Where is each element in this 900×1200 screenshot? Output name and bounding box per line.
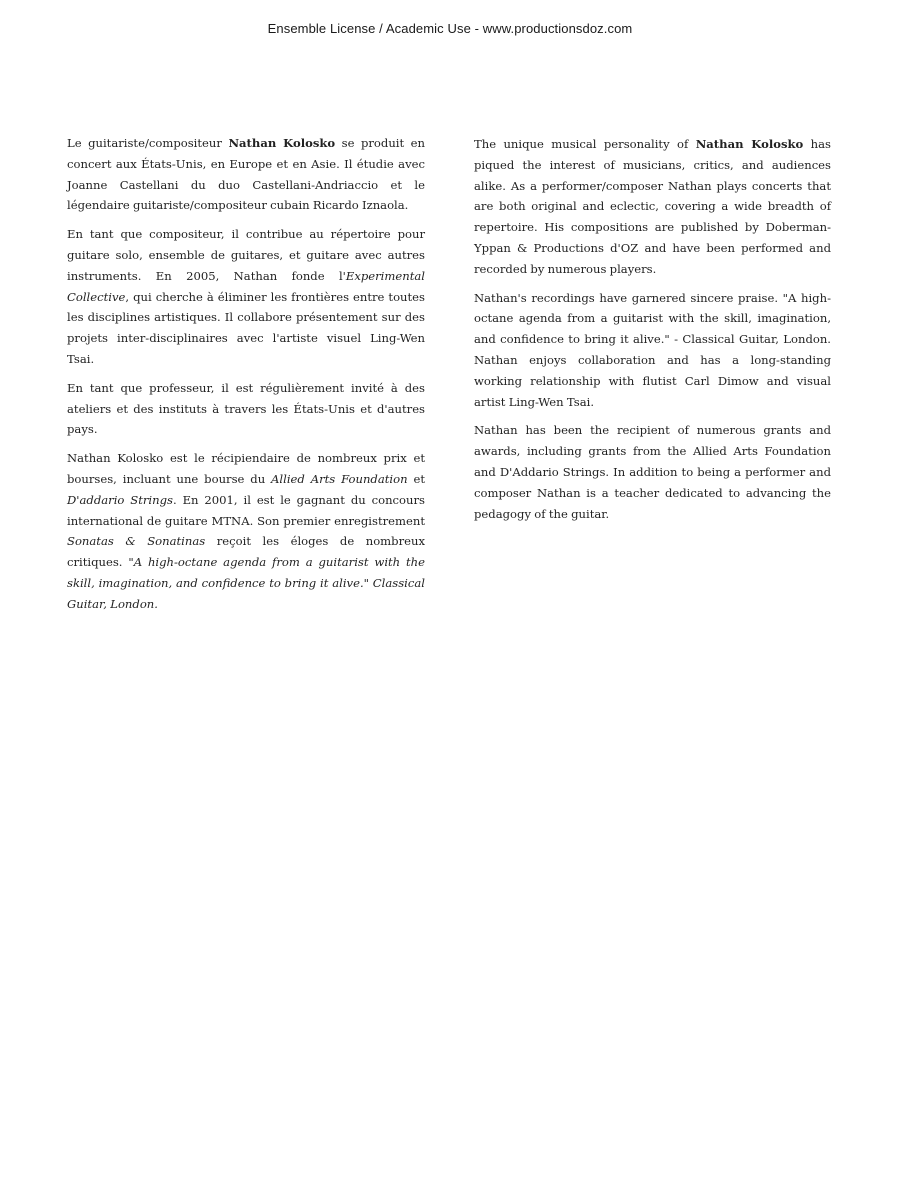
text-run: reçoit les éloges de nombreux critiques. — [67, 534, 425, 570]
french-paragraph-intro — [67, 133, 425, 216]
license-header: Ensemble License / Academic Use - www.productionsdoz.com — [267, 21, 633, 36]
text-run: Nathan Kolosko est le récipiendaire de nombreux prix et bourses, incluant une bourse du — [67, 451, 425, 486]
english-paragraph-awards: Nathan has been the recipient of numerous grants and awards, including grants from the Allied Arts Foundation and D'Addario Strings. In addition to being a performer and composer Nathan is a teacher dedicated to advancing the pedagogy of the guitar. — [474, 423, 831, 521]
text-run: The unique musical personality of — [474, 137, 696, 151]
sponsor-name: D'addario Strings — [67, 492, 173, 507]
text-run: , qui cherche à éliminer les frontières entre toutes les disciplines artistiques. Il collabore présentement sur des projets inter-disciplinaires avec l'artiste visuel Ling-Wen Tsai. — [67, 289, 425, 366]
press-quote: "A high-octane agenda from a guitarist with the skill, imagination, and confidence to bring it alive." Classical Guitar, London. — [67, 555, 426, 611]
artist-name: Nathan Kolosko — [695, 137, 804, 151]
album-title: Sonatas & Sonatinas — [67, 534, 206, 549]
english-paragraph-intro — [474, 134, 831, 280]
french-paragraph-teacher: En tant que professeur, il est régulièrement invité à des ateliers et des instituts à travers les États-Unis et d'autres pays. — [67, 380, 425, 437]
foundation-name: Allied Arts Foundation — [271, 471, 408, 486]
english-biography-column — [474, 134, 831, 532]
text-run: et — [407, 471, 425, 486]
french-biography-column — [67, 133, 425, 623]
text-run: . En 2001, il est le gagnant du concours international de guitare MTNA. Son premier enregistrement — [67, 492, 425, 528]
french-paragraph-composer — [67, 224, 425, 370]
ensemble-title: Experimental Collective — [67, 268, 425, 304]
text-run: En tant que compositeur, il contribue au répertoire pour guitare solo, ensemble de guitares, et guitare avec autres instruments. En 2005, Nathan fonde l' — [67, 227, 425, 283]
english-paragraph-recordings: Nathan's recordings have garnered sincere praise. "A high-octane agenda from a guitarist with the skill, imagination, and confidence to bring it alive." - Classical Guitar, London. Nathan enjoys collaboration and has a long-standing working relationship with flutist Carl Dimow and visual artist Ling-Wen Tsai. — [474, 290, 831, 409]
french-paragraph-awards — [67, 448, 425, 614]
text-run: has piqued the interest of musicians, critics, and audiences alike. As a performer/composer Nathan plays concerts that are both original and eclectic, covering a wide breadth of repertoire. His compositions are published by Doberman-Yppan & Productions d'OZ and have been performed and recorded by numerous players. — [474, 137, 831, 276]
text-run: Le guitariste/compositeur — [67, 136, 229, 150]
text-run: se produit en concert aux États-Unis, en Europe et en Asie. Il étudie avec Joanne Castellani du duo Castellani-Andriaccio et le légendaire guitariste/compositeur cubain Ricardo Iznaola. — [67, 136, 425, 213]
artist-name: Nathan Kolosko — [228, 136, 336, 150]
